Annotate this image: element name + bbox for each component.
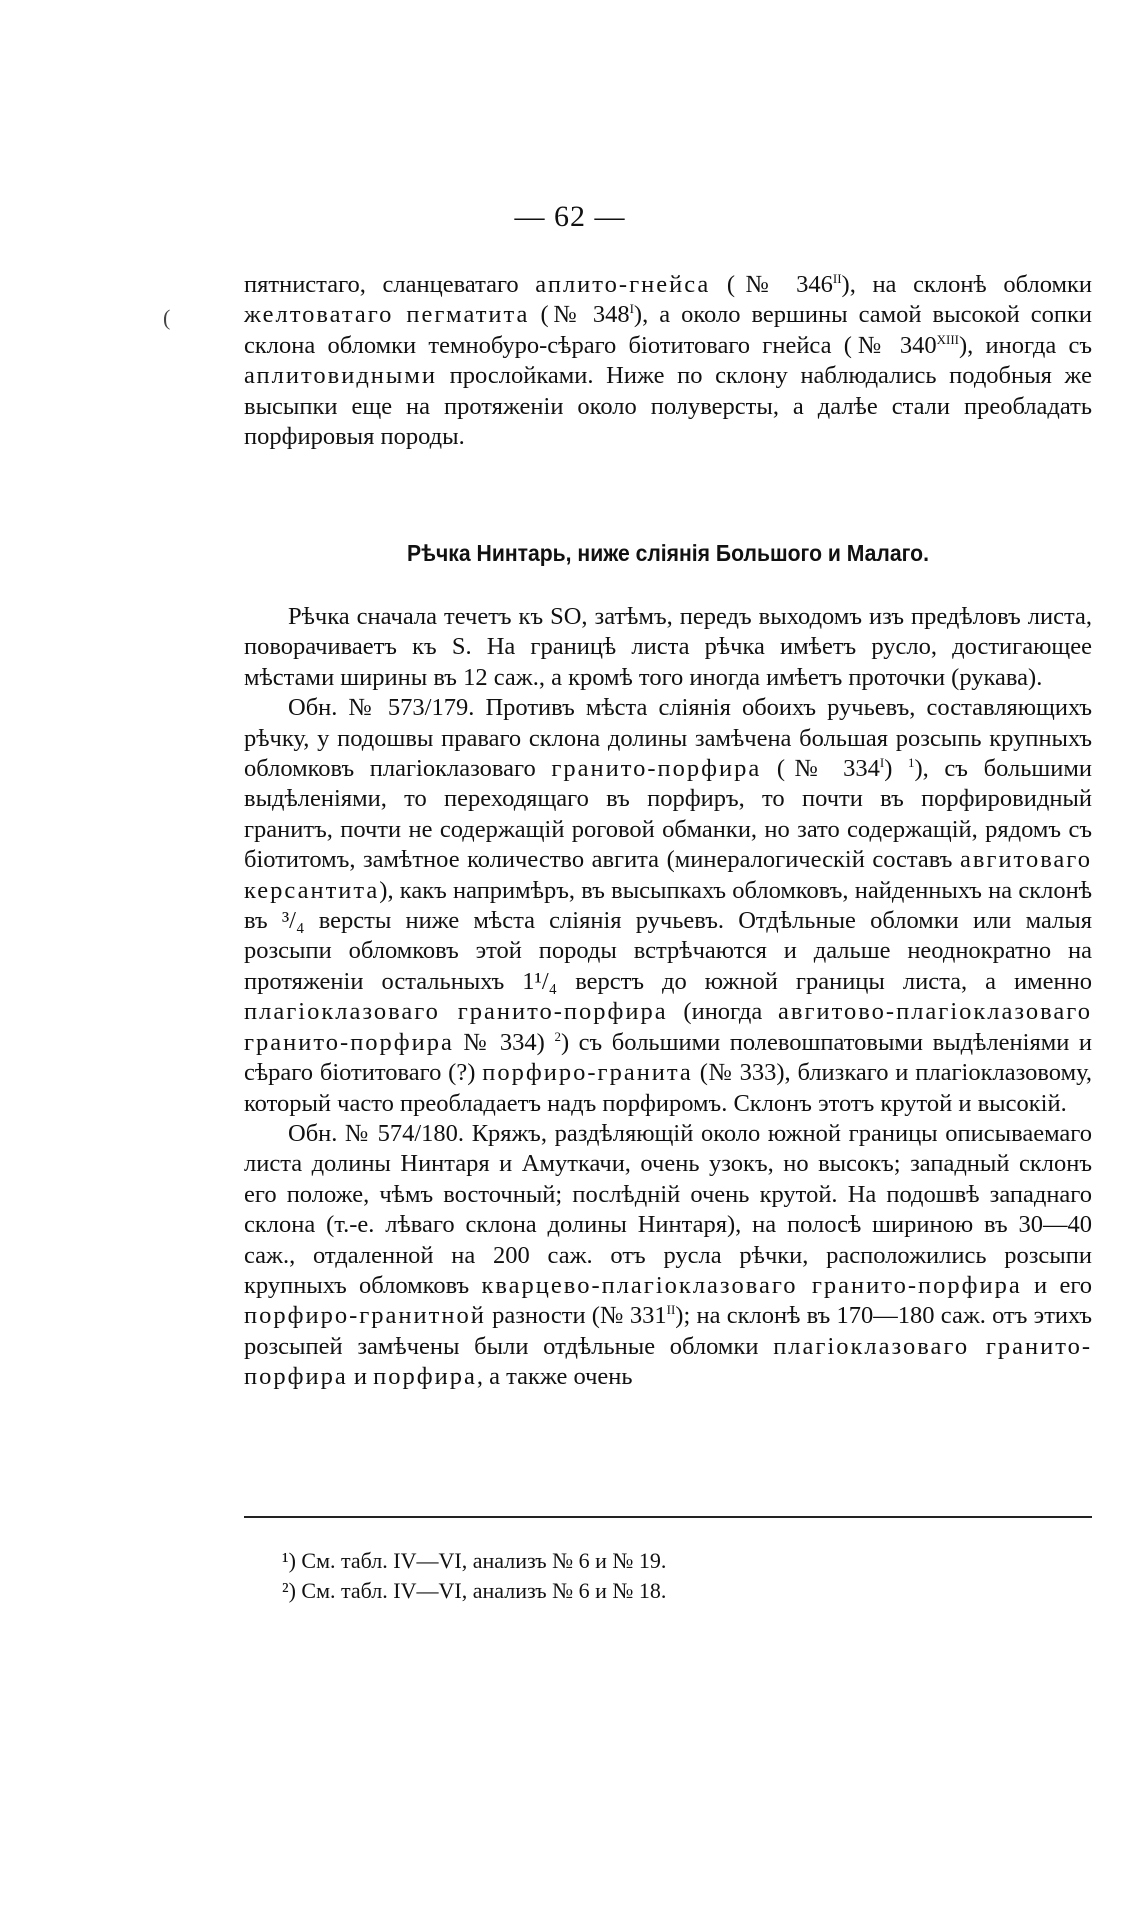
p2-text: Обн. № 573/179. Противъ мѣста сліянія обоихъ ручьевъ, составляющихъ рѣчку, у подошвы праваго склона долины замѣчена большая розсыпь крупныхъ обломковъ плагіоклазоваго: [244, 694, 1092, 783]
rock-name: авгитоваго керсантита: [244, 846, 1092, 904]
p3-text: и его: [1034, 1271, 1093, 1299]
paragraph-2: [244, 693, 1092, 1119]
p2-text: ): [884, 755, 893, 783]
margin-mark: (: [163, 305, 171, 330]
p2-text: ) съ большими полевошпатовыми выдѣленіями и сѣраго біотитоваго (?): [244, 1028, 1093, 1087]
paragraph-1: Рѣчка сначала течетъ къ SO, затѣмъ, передъ выходомъ изъ предѣловъ листа, поворачиваетъ къ S. На границѣ листа рѣчка имѣетъ русло, достигающее мѣстами ширины въ 12 саж., а кромѣ того иногда имѣетъ проточки (рукава).: [244, 603, 1092, 691]
footnote-1: ¹) См. табл. IV—VI, анализъ № 6 и № 19.: [282, 1548, 667, 1573]
footnote-2: ²) См. табл. IV—VI, анализъ № 6 и № 18.: [282, 1578, 667, 1603]
p2-text: ), какъ напримѣръ, въ высыпкахъ обломковъ, найденныхъ на склонѣ въ ³/₄ версты ниже мѣста сліянія ручьевъ. Отдѣльные обломки или малыя розсыпи обломковъ этой породы встрѣчаются и дальше неоднократно на протяженіи остальныхъ 1¹/₄ верстъ до южной границы листа, а именно: [244, 876, 1092, 995]
page-number: — 62 —: [514, 200, 626, 233]
intro-text: ), а около вершины самой высокой сопки склона обломки темнобуро-сѣраго біотитоваго гнейса (№ 340: [244, 301, 1092, 359]
p2-text: (№ 333), близкаго и плагіоклазовому, который часто преобладаетъ надъ порфиромъ. Склонъ этотъ крутой и высокій.: [244, 1059, 1093, 1117]
intro-paragraph: [244, 270, 1092, 452]
rock-name: авгитово-плагіоклазоваго гранито-порфира: [244, 998, 1092, 1056]
superscript: II: [666, 1302, 676, 1318]
p3-text: ); на склонѣ въ 170—180 саж. отъ этихъ розсыпей замѣчены были отдѣльные обломки: [244, 1302, 1092, 1360]
rock-name: аплито-гнейса: [535, 271, 711, 298]
rock-name: кварцево-плагіоклазоваго гранито-порфира: [481, 1271, 1022, 1299]
p2-text: (№ 334: [776, 755, 880, 783]
footnote-ref-2: 2: [554, 1028, 561, 1044]
rock-name: порфиро-гранитной: [244, 1302, 486, 1330]
superscript: I: [879, 755, 885, 771]
p3-text: разности (№ 331: [492, 1302, 667, 1330]
intro-text: ), иногда съ: [959, 331, 1093, 359]
intro-text: пятнистаго, сланцеватаго: [244, 271, 519, 298]
p2-text: (иногда: [683, 998, 763, 1026]
p3-text: Обн. № 574/180. Кряжъ, раздѣляющій около южной границы описываемаго листа долины Нинтаря и Амуткачи, очень узокъ, но высокъ; западный склонъ его положе, чѣмъ восточный; послѣдній очень крутой. На подошвѣ западнаго склона (т.-е. лѣваго склона долины Нинтаря), на полосѣ шириною въ 30—40 саж., отдаленной на 200 саж. отъ русла рѣчки, расположились розсыпи крупныхъ обломковъ: [244, 1119, 1092, 1299]
superscript: II: [832, 271, 842, 286]
footnote-ref-1: 1: [908, 755, 915, 771]
p3-text: и: [353, 1363, 367, 1391]
paragraph-3: [244, 1119, 1092, 1393]
p2-text: № 334): [463, 1028, 545, 1056]
intro-text: ), на склонѣ обломки: [841, 271, 1092, 298]
superscript: XIII: [936, 331, 959, 347]
p2-text: ), съ большими выдѣленіями, то переходящаго въ порфиръ, то почти въ порфировидный гранитъ, почти не содержащій роговой обманки, но зато содержащій, рядомъ съ біотитомъ, замѣтное количество авгита (минералогическій составъ: [244, 755, 1092, 874]
intro-text: прослойками. Ниже по склону наблюдались подобныя же высыпки еще на протяженіи около полуверсты, а далѣе стали преобладать порфировыя породы.: [244, 362, 1093, 451]
rock-name: гранито-порфира: [551, 755, 762, 783]
rock-name: порфира: [373, 1363, 477, 1391]
footnote-divider: [244, 1516, 1092, 1518]
main-text: [244, 602, 1092, 1393]
p3-text: , а также очень: [476, 1363, 633, 1391]
section-heading: Рѣчка Нинтарь, ниже сліянія Большого и Малаго.: [407, 540, 929, 566]
rock-name: аплитовидными: [244, 362, 437, 390]
rock-name: порфиро-гранита: [482, 1059, 693, 1087]
intro-text: (№ 346: [726, 271, 833, 298]
rock-name: плагіоклазоваго гранито-порфира: [244, 998, 668, 1026]
rock-name: плагіоклазоваго гранито-порфира: [244, 1332, 1093, 1391]
footnotes: [282, 1546, 666, 1606]
intro-text: (№ 348: [540, 301, 630, 329]
rock-name: желтоватаго пегматита: [244, 301, 530, 329]
superscript: I: [629, 301, 634, 317]
